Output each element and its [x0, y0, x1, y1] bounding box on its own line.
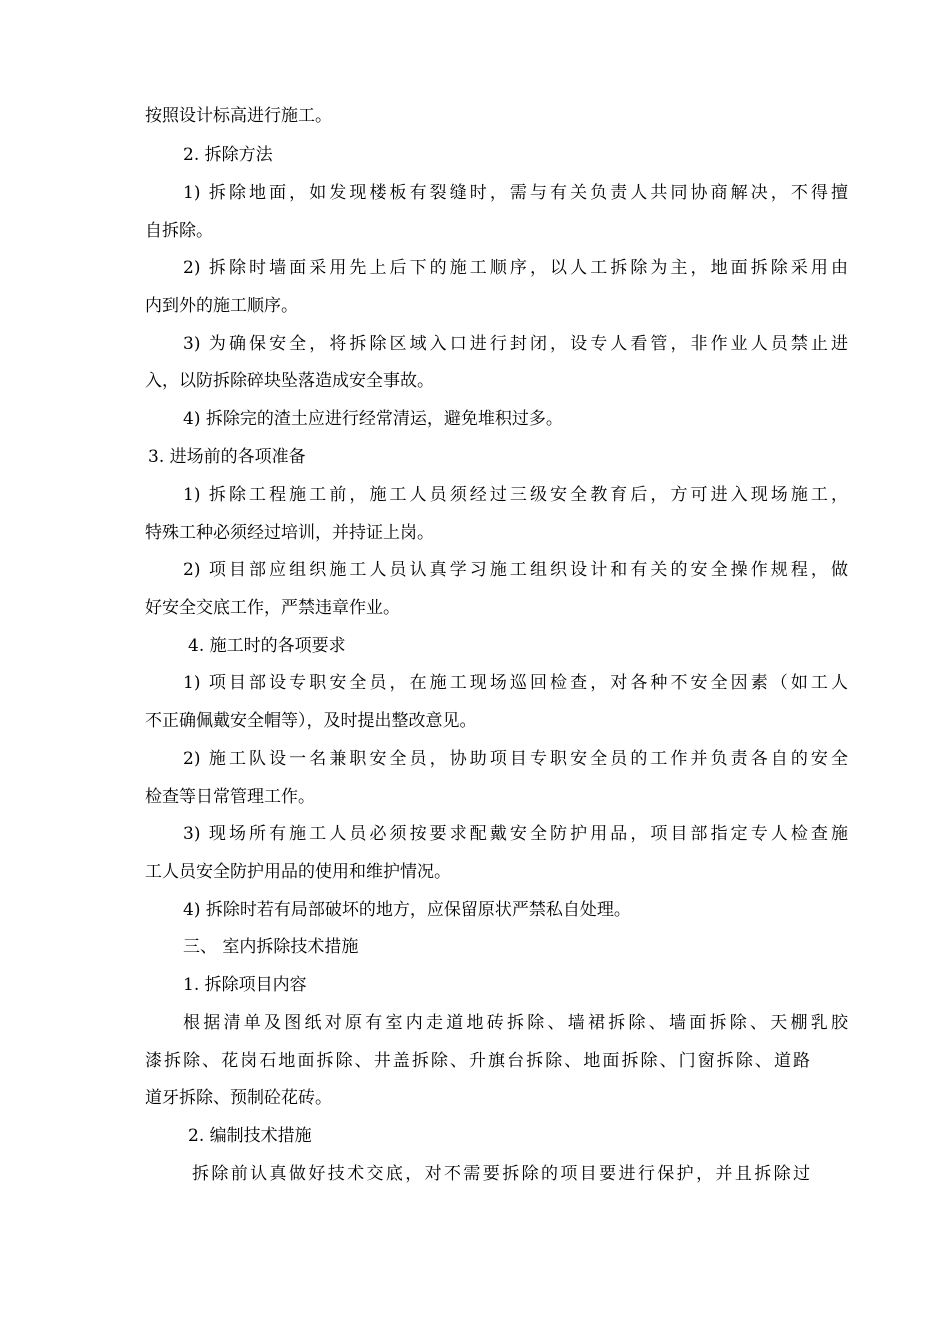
paragraph-line: 根据清单及图纸对原有室内走道地砖拆除、墙裙拆除、墙面拆除、天棚乳胶: [183, 1013, 848, 1033]
paragraph-line: 自拆除。: [145, 221, 213, 241]
paragraph-line: 拆除前认真做好技术交底，对不需要拆除的项目要进行保护，并且拆除过: [192, 1164, 810, 1184]
section-heading: 3. 进场前的各项准备: [148, 447, 306, 467]
subsection-heading: 2. 编制技术措施: [188, 1126, 312, 1146]
paragraph-line: 道牙拆除、预制砼花砖。: [145, 1088, 332, 1108]
paragraph-line: 内到外的施工顺序。: [145, 296, 298, 316]
paragraph-line: 按照设计标高进行施工。: [145, 106, 332, 126]
paragraph-line: 检查等日常管理工作。: [145, 787, 315, 807]
paragraph-line: 特殊工种必须经过培训，并持证上岗。: [145, 523, 434, 543]
paragraph-line: 2) 拆除时墙面采用先上后下的施工顺序，以人工拆除为主，地面拆除采用由: [183, 258, 848, 278]
section-heading: 4. 施工时的各项要求: [188, 636, 346, 656]
section-heading: 三、 室内拆除技术措施: [183, 937, 359, 957]
paragraph-line: 1) 拆除地面，如发现楼板有裂缝时，需与有关负责人共同协商解决，不得擅: [183, 183, 848, 203]
paragraph-line: 工人员安全防护用品的使用和维护情况。: [145, 862, 451, 882]
paragraph-line: 2) 项目部应组织施工人员认真学习施工组织设计和有关的安全操作规程，做: [183, 560, 848, 580]
section-heading: 2. 拆除方法: [183, 145, 273, 165]
paragraph-line: 好安全交底工作，严禁违章作业。: [145, 598, 400, 618]
paragraph-line: 1) 项目部设专职安全员，在施工现场巡回检查，对各种不安全因素（如工人: [183, 673, 848, 693]
paragraph-line: 3) 为确保安全，将拆除区域入口进行封闭，设专人看管，非作业人员禁止进: [183, 334, 848, 354]
paragraph-line: 不正确佩戴安全帽等），及时提出整改意见。: [145, 711, 477, 731]
paragraph-line: 4) 拆除时若有局部破坏的地方，应保留原状严禁私自处理。: [183, 900, 631, 920]
subsection-heading: 1. 拆除项目内容: [183, 975, 307, 995]
paragraph-line: 2) 施工队设一名兼职安全员，协助项目专职安全员的工作并负责各自的安全: [183, 749, 848, 769]
paragraph-line: 漆拆除、花岗石地面拆除、井盖拆除、升旗台拆除、地面拆除、门窗拆除、道路: [145, 1051, 810, 1071]
paragraph-line: 3) 现场所有施工人员必须按要求配戴安全防护用品，项目部指定专人检查施: [183, 824, 848, 844]
paragraph-line: 4) 拆除完的渣土应进行经常清运，避免堆积过多。: [183, 409, 563, 429]
paragraph-line: 入，以防拆除碎块坠落造成安全事故。: [145, 371, 434, 391]
paragraph-line: 1) 拆除工程施工前，施工人员须经过三级安全教育后，方可进入现场施工，: [183, 485, 848, 505]
